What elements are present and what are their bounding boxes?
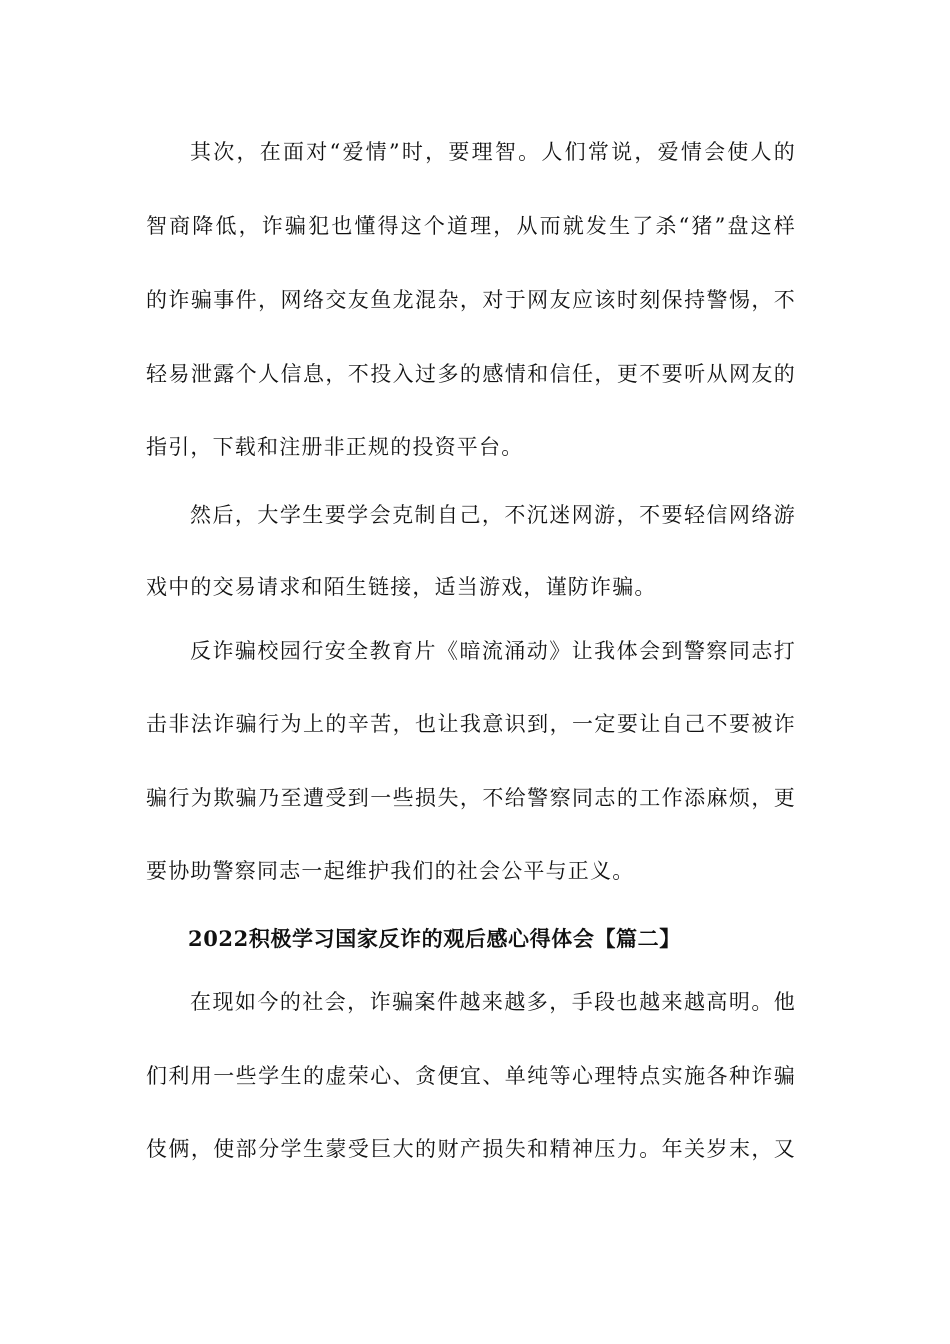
- paragraph-line: 反诈骗校园行安全教育片《暗流涌动》让我体会到警察同志打: [190, 639, 796, 663]
- paragraph-line: 其次，在面对“爱情”时，要理智。人们常说，爱情会使人的: [190, 140, 796, 164]
- paragraph-line: 的诈骗事件，网络交友鱼龙混杂，对于网友应该时刻保持警惕，不: [146, 288, 796, 312]
- paragraph-line: 轻易泄露个人信息，不投入过多的感情和信任，更不要听从网友的: [146, 362, 796, 386]
- section-heading: 2022积极学习国家反诈的观后感心得体会【篇二】: [188, 926, 681, 951]
- paragraph-line: 击非法诈骗行为上的辛苦，也让我意识到，一定要让自己不要被诈: [146, 712, 796, 736]
- paragraph-line: 然后，大学生要学会克制自己，不沉迷网游，不要轻信网络游: [190, 503, 796, 527]
- paragraph-line: 在现如今的社会，诈骗案件越来越多，手段也越来越高明。他: [190, 990, 796, 1014]
- paragraph-line: 要协助警察同志一起维护我们的社会公平与正义。: [146, 859, 635, 883]
- paragraph-line: 们利用一些学生的虚荣心、贪便宜、单纯等心理特点实施各种诈骗: [146, 1064, 796, 1088]
- paragraph-line: 骗行为欺骗乃至遭受到一些损失，不给警察同志的工作添麻烦，更: [146, 786, 796, 810]
- paragraph-line: 智商降低，诈骗犯也懂得这个道理，从而就发生了杀“猪”盘这样: [146, 214, 796, 238]
- paragraph-line: 伎俩，使部分学生蒙受巨大的财产损失和精神压力。年关岁末，又: [146, 1137, 796, 1161]
- paragraph-line: 戏中的交易请求和陌生链接，适当游戏，谨防诈骗。: [146, 575, 657, 599]
- paragraph-line: 指引，下载和注册非正规的投资平台。: [146, 435, 524, 459]
